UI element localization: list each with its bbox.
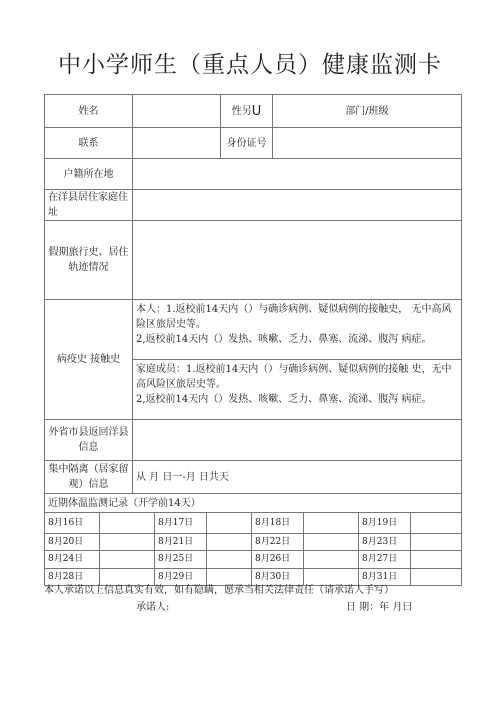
row-quarantine bbox=[44, 460, 462, 493]
row-history bbox=[44, 299, 462, 419]
temperature-header bbox=[44, 493, 462, 512]
temp-value[interactable] bbox=[410, 513, 462, 533]
temp-date: 8月19日 bbox=[358, 513, 410, 533]
row-name-gender-dept bbox=[44, 94, 462, 127]
hukou-label: 户籍所在地 bbox=[44, 159, 132, 189]
temp-date: 8月26日 bbox=[251, 551, 303, 568]
temp-date: 8月16日 bbox=[44, 513, 99, 533]
temp-date: 8月21日 bbox=[154, 534, 206, 550]
history-label: 病疫史 接触史 bbox=[44, 300, 132, 419]
gender-label: 性另 U bbox=[220, 95, 272, 127]
temp-date: 8月18日 bbox=[251, 513, 303, 533]
temp-value[interactable] bbox=[206, 569, 251, 585]
temp-value[interactable] bbox=[99, 534, 154, 550]
hukou-field[interactable] bbox=[132, 159, 462, 189]
page-title: 中小学师生（重点人员）健康监测卡 bbox=[58, 52, 442, 78]
row-address bbox=[44, 189, 462, 220]
temp-date: 8月20日 bbox=[44, 534, 99, 550]
temp-date: 8月17日 bbox=[154, 513, 206, 533]
temp-value[interactable] bbox=[206, 513, 251, 533]
temp-value[interactable] bbox=[410, 569, 462, 585]
temp-date: 8月31日 bbox=[358, 569, 410, 585]
temp-value[interactable] bbox=[206, 534, 251, 550]
travel-field[interactable] bbox=[132, 221, 462, 299]
temp-value[interactable] bbox=[99, 513, 154, 533]
temp-date: 8月27日 bbox=[358, 551, 410, 568]
return-info-field[interactable] bbox=[132, 420, 462, 460]
temp-value[interactable] bbox=[410, 534, 462, 550]
temp-date: 8月24日 bbox=[44, 551, 99, 568]
temp-date: 8月29日 bbox=[154, 569, 206, 585]
contact-label: 联系 bbox=[44, 128, 132, 158]
temp-value[interactable] bbox=[303, 551, 358, 568]
row-return bbox=[44, 419, 462, 460]
temp-value[interactable] bbox=[99, 551, 154, 568]
address-label: 在洋县居住家庭住址 bbox=[44, 190, 132, 220]
dept-label: 部门/班级 bbox=[272, 95, 462, 127]
temperature-row bbox=[44, 512, 462, 533]
temp-date: 8月23日 bbox=[358, 534, 410, 550]
row-hukou bbox=[44, 158, 462, 189]
return-info-label: 外省市县返回洋县信息 bbox=[44, 420, 132, 460]
temp-date: 8月25日 bbox=[154, 551, 206, 568]
health-form-table bbox=[44, 94, 462, 586]
signer-label: 承诺人: bbox=[136, 602, 170, 613]
temp-date: 8月28日 bbox=[44, 569, 99, 585]
temp-value[interactable] bbox=[303, 569, 358, 585]
temp-value[interactable] bbox=[206, 551, 251, 568]
self-history-text: 本人：1.返校前14天内（）与确诊病例、疑似病例的接触史， 无中高风险区旅居史等。 2,返校前14天内（）发热、咳嗽、乏力、鼻塞、流涕、腹泻 病症。 bbox=[136, 304, 452, 345]
temp-value[interactable] bbox=[303, 513, 358, 533]
row-contact-id bbox=[44, 127, 462, 158]
date-label: 日 期：年 月曰 bbox=[346, 602, 413, 613]
temperature-row bbox=[44, 533, 462, 550]
quarantine-label: 集中隔离（居家留观）信息 bbox=[44, 461, 132, 493]
travel-label: 假期旅行史、居住轨迹情况 bbox=[44, 221, 132, 299]
address-field[interactable] bbox=[132, 190, 462, 220]
name-label: 姓名 bbox=[44, 95, 132, 127]
temp-value[interactable] bbox=[99, 569, 154, 585]
name-field[interactable] bbox=[132, 95, 220, 127]
temp-date: 8月30日 bbox=[251, 569, 303, 585]
temp-value[interactable] bbox=[303, 534, 358, 550]
contact-field[interactable] bbox=[132, 128, 220, 158]
temperature-row bbox=[44, 550, 462, 568]
quarantine-value: 从 月 日一-月 日共天 bbox=[132, 461, 462, 493]
pledge-statement: 本人承诺以上信息真实有效，如有隐瞒，愿承当相关法律责任（请承诺人手写） bbox=[44, 585, 394, 596]
temp-date: 8月22日 bbox=[251, 534, 303, 550]
history-content bbox=[132, 300, 462, 419]
temp-value[interactable] bbox=[410, 551, 462, 568]
temperature-header-label: 近期体温监测记录（开学前14天） bbox=[44, 494, 462, 512]
row-travel bbox=[44, 220, 462, 299]
family-history-text: 家庭成员：1.返校前14天内（）与确诊病例、疑似病例的接触 史，无中高风险区旅居史等。 2,返校前14天内（）发热、咳嗽、乏力、鼻塞、流涕、腹泻 病症。 bbox=[133, 359, 461, 419]
id-number-field[interactable] bbox=[272, 128, 462, 158]
id-number-label: 身份证号 bbox=[220, 128, 272, 158]
